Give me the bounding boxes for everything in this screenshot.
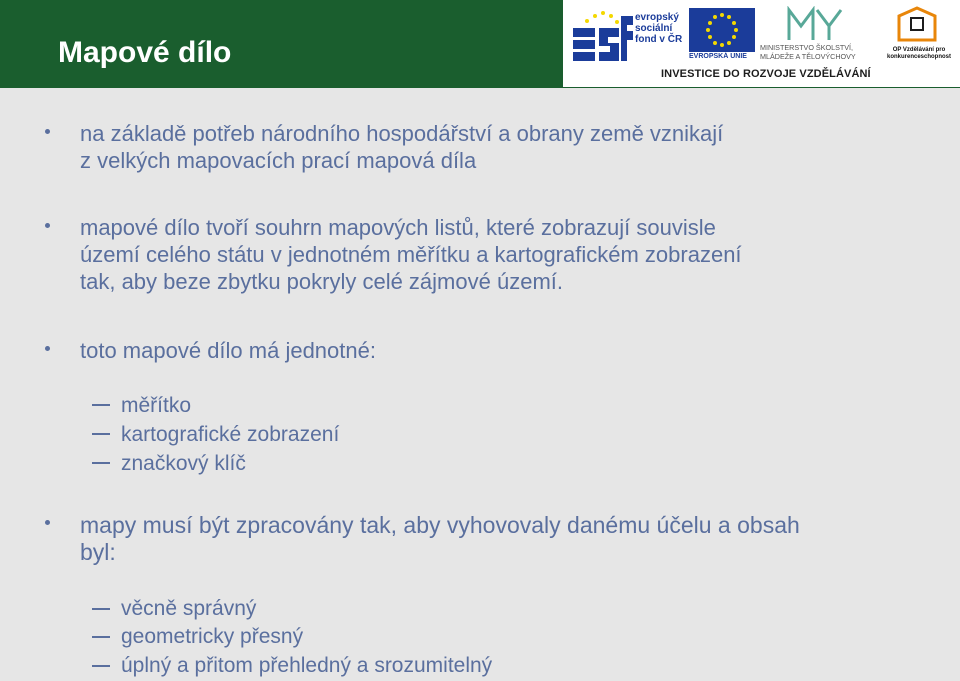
sub-item: značkový klíč bbox=[121, 452, 246, 475]
esf-text: evropský sociální fond v ČR bbox=[635, 12, 683, 45]
bullet-line: mapové dílo tvoří souhrn mapových listů, které zobrazují souvisle bbox=[80, 215, 716, 240]
sub-bullet-dash bbox=[92, 636, 110, 638]
eu-text: EVROPSKÁ UNIE bbox=[689, 53, 747, 60]
bullet-marker bbox=[45, 346, 50, 351]
op-text: OP Vzdělávání pro konkurenceschopnost bbox=[886, 47, 951, 60]
sub-bullet-dash bbox=[92, 404, 110, 406]
bullet-marker bbox=[45, 223, 50, 228]
bullet-line: tak, aby beze zbytku pokryly celé zájmové území. bbox=[80, 269, 563, 294]
bullet-line: mapy musí být zpracovány tak, aby vyhovovaly danému účelu a obsah bbox=[80, 512, 800, 538]
sub-item: geometricky přesný bbox=[121, 625, 304, 648]
sub-bullet-dash bbox=[92, 665, 110, 667]
logo-caption: INVESTICE DO ROZVOJE VZDĚLÁVÁNÍ bbox=[661, 68, 871, 80]
sub-item: měřítko bbox=[121, 394, 192, 417]
msmt-text: MINISTERSTVO ŠKOLSTVÍ, MLÁDEŽE A TĚLOVÝCHOVY bbox=[760, 43, 856, 61]
sub-bullet-dash bbox=[92, 608, 110, 610]
bullet-line: toto mapové dílo má jednotné: bbox=[80, 338, 376, 363]
sub-item: kartografické zobrazení bbox=[121, 423, 340, 446]
sub-bullet-dash bbox=[92, 433, 110, 435]
bullet-marker bbox=[45, 520, 50, 525]
slide-title: Mapové dílo bbox=[58, 36, 232, 69]
bullet-line: z velkých mapovacích prací mapová díla bbox=[80, 148, 477, 173]
bullet-line: na základě potřeb národního hospodářství a obrany země vznikají bbox=[80, 121, 724, 146]
sub-bullet-dash bbox=[92, 462, 110, 464]
sub-item: úplný a přitom přehledný a srozumitelný bbox=[121, 654, 493, 677]
bullet-line: území celého státu v jednotném měřítku a kartografickém zobrazení bbox=[80, 242, 742, 267]
sub-item: věcně správný bbox=[121, 597, 257, 620]
bullet-marker bbox=[45, 129, 50, 134]
bullet-line: byl: bbox=[80, 539, 116, 565]
